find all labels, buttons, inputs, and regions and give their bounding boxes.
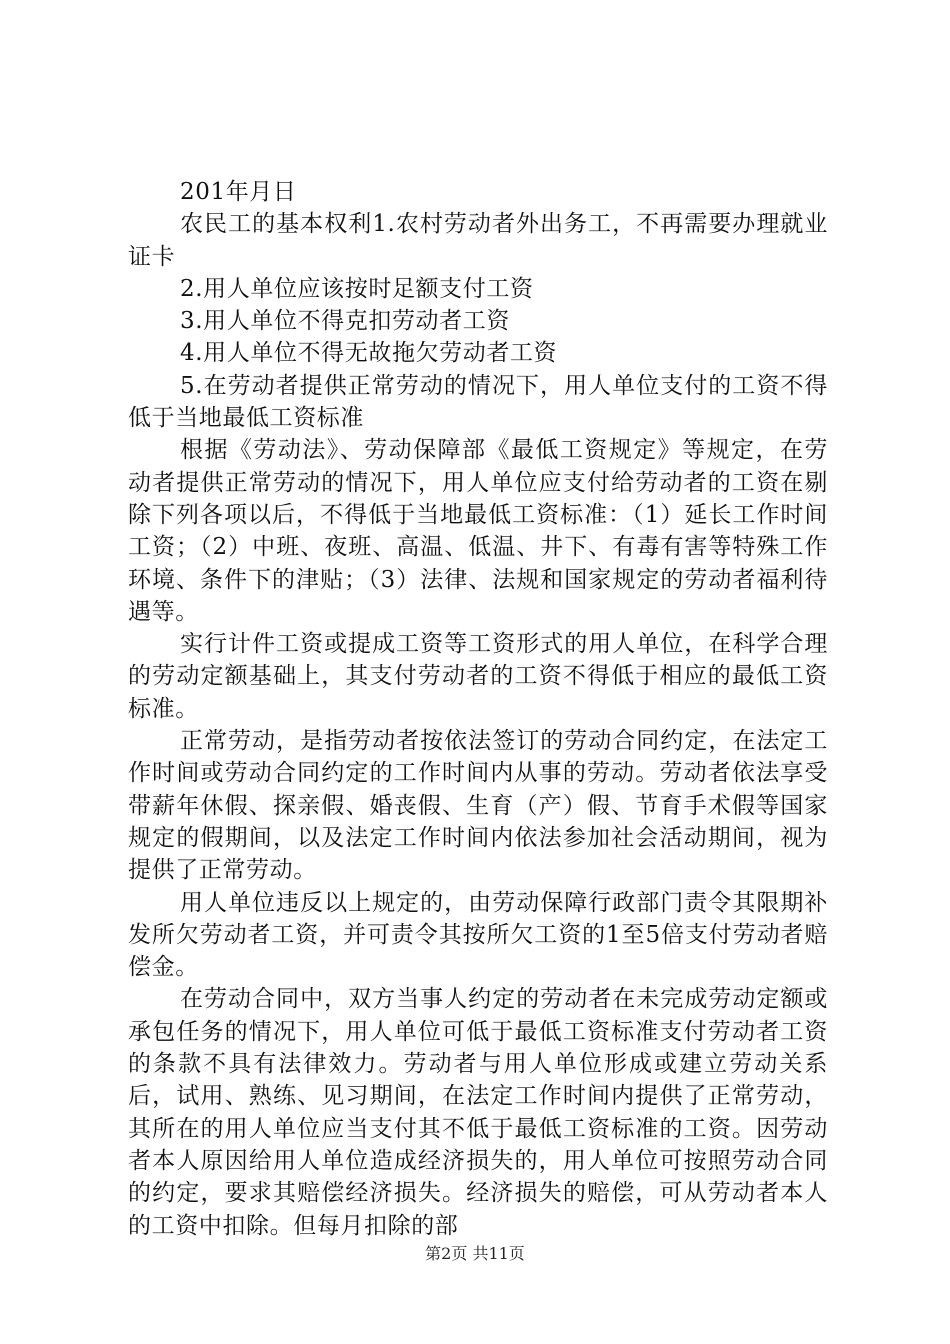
paragraph-right-5: 5.在劳动者提供正常劳动的情况下，用人单位支付的工资不得低于当地最低工资标准	[128, 372, 828, 432]
paragraph-right-3: 3.用人单位不得克扣劳动者工资	[180, 308, 510, 335]
paragraph-intro-right-1: 农民工的基本权利1.农村劳动者外出务工，不再需要办理就业证卡	[128, 211, 828, 270]
document-body	[128, 176, 828, 1242]
paragraph-violation: 用人单位违反以上规定的，由劳动保障行政部门责令其限期补发所欠劳动者工资，并可责令其按所欠工资的1至5倍支付劳动者赔偿金。	[128, 889, 828, 981]
paragraph-minimum-wage-rule: 根据《劳动法》、劳动保障部《最低工资规定》等规定，在劳动者提供正常劳动的情况下，用人单位应支付给劳动者的工资在剔除下列各项以后，不得低于当地最低工资标准：（1）延长工作时间工资；（2）中班、夜班、高温、低温、井下、有毒有害等特殊工作环境、条件下的津贴；（3）法律、法规和国家规定的劳动者福利待遇等。	[128, 437, 828, 625]
paragraph-piece-rate: 实行计件工资或提成工资等工资形式的用人单位，在科学合理的劳动定额基础上，其支付劳动者的工资不得低于相应的最低工资标准。	[128, 631, 828, 722]
paragraph-normal-labor: 正常劳动，是指劳动者按依法签订的劳动合同约定，在法定工作时间或劳动合同约定的工作时间内从事的劳动。劳动者依法享受带薪年休假、探亲假、婚丧假、生育（产）假、节育手术假等国家规定的假期间，以及法定工作时间内依法参加社会活动期间，视为提供了正常劳动。	[128, 728, 828, 884]
date-line: 201年月日	[180, 179, 297, 205]
paragraph-right-2: 2.用人单位应该按时足额支付工资	[180, 275, 534, 302]
page-number-footer: 第2页 共11页	[425, 1244, 525, 1263]
paragraph-right-4: 4.用人单位不得无故拖欠劳动者工资	[180, 340, 558, 367]
paragraph-labor-contract: 在劳动合同中，双方当事人约定的劳动者在未完成劳动定额或承包任务的情况下，用人单位可低于最低工资标准支付劳动者工资的条款不具有法律效力。劳动者与用人单位形成或建立劳动关系后，试用、熟练、见习期间，在法定工作时间内提供了正常劳动，其所在的用人单位应当支付其不低于最低工资标准的工资。因劳动者本人原因给用人单位造成经济损失的，用人单位可按照劳动合同的约定，要求其赔偿经济损失。经济损失的赔偿，可从劳动者本人的工资中扣除。但每月扣除的部	[128, 986, 828, 1239]
